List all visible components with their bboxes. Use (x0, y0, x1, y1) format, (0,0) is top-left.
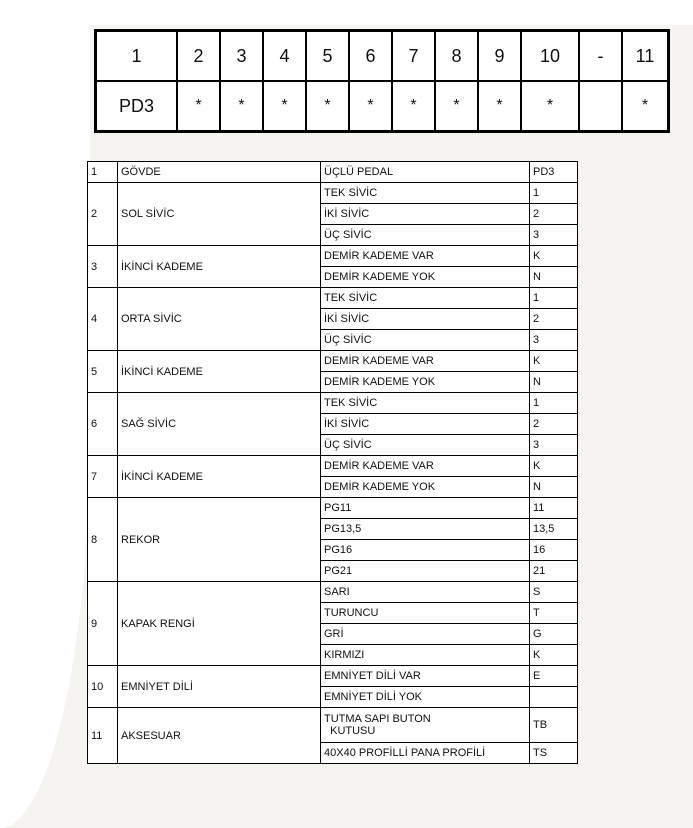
spec-row-number: 4 (88, 288, 118, 351)
spec-option-code: 2 (530, 204, 578, 225)
specification-table (87, 161, 578, 764)
spec-option-code: S (530, 582, 578, 603)
spec-option-label: TEK SİVİC (321, 183, 530, 204)
code-position-row (96, 31, 669, 82)
code-position-cell: 10 (521, 31, 579, 82)
spec-option-label: TURUNCU (321, 603, 530, 624)
spec-feature-name: REKOR (118, 498, 321, 582)
spec-feature-name: KAPAK RENGİ (118, 582, 321, 666)
spec-option-label: ÜÇ SİVİC (321, 435, 530, 456)
spec-row-number: 6 (88, 393, 118, 456)
code-value-cell: * (349, 81, 392, 132)
spec-option-code: N (530, 372, 578, 393)
spec-row-number: 10 (88, 666, 118, 708)
spec-option-code: 3 (530, 225, 578, 246)
spec-option-row (88, 456, 578, 477)
spec-option-label: TEK SİVİC (321, 288, 530, 309)
spec-feature-name: İKİNCİ KADEME (118, 246, 321, 288)
spec-option-code: 1 (530, 183, 578, 204)
spec-option-code: TS (530, 743, 578, 764)
spec-row-number: 2 (88, 183, 118, 246)
code-value-cell: * (435, 81, 478, 132)
spec-feature-name: AKSESUAR (118, 708, 321, 764)
spec-feature-name: SAĞ SİVİC (118, 393, 321, 456)
spec-option-code: K (530, 456, 578, 477)
spec-option-code: K (530, 246, 578, 267)
spec-option-code: 11 (530, 498, 578, 519)
code-value-row (96, 81, 669, 132)
spec-option-label: İKİ SİVİC (321, 309, 530, 330)
spec-option-label: PG21 (321, 561, 530, 582)
code-value-cell: * (521, 81, 579, 132)
spec-row-number: 3 (88, 246, 118, 288)
spec-option-code: E (530, 666, 578, 687)
spec-option-label: DEMİR KADEME YOK (321, 372, 530, 393)
spec-option-code: 13,5 (530, 519, 578, 540)
code-value-cell: * (220, 81, 263, 132)
spec-option-label: EMNİYET DİLİ VAR (321, 666, 530, 687)
spec-option-code: T (530, 603, 578, 624)
code-position-cell: - (579, 31, 622, 82)
code-value-cell: PD3 (96, 81, 178, 132)
spec-option-label: KIRMIZI (321, 645, 530, 666)
spec-option-code: PD3 (530, 162, 578, 183)
code-value-cell (579, 81, 622, 132)
spec-option-code: N (530, 477, 578, 498)
code-position-cell: 3 (220, 31, 263, 82)
spec-feature-name: EMNİYET DİLİ (118, 666, 321, 708)
spec-option-code: TB (530, 708, 578, 743)
spec-option-label: DEMİR KADEME VAR (321, 246, 530, 267)
spec-option-label: EMNİYET DİLİ YOK (321, 687, 530, 708)
spec-option-label: İKİ SİVİC (321, 204, 530, 225)
spec-option-label: TUTMA SAPI BUTON KUTUSU (321, 708, 530, 743)
code-position-cell: 4 (263, 31, 306, 82)
code-value-cell: * (177, 81, 220, 132)
spec-header-row (88, 162, 578, 183)
spec-option-label: GRİ (321, 624, 530, 645)
spec-option-code: K (530, 645, 578, 666)
spec-option-label: ÜÇ SİVİC (321, 330, 530, 351)
spec-option-label: DEMİR KADEME VAR (321, 456, 530, 477)
paper-top-margin (0, 0, 693, 25)
spec-option-row (88, 351, 578, 372)
spec-option-label: ÜÇ SİVİC (321, 225, 530, 246)
spec-option-code: G (530, 624, 578, 645)
spec-option-row (88, 582, 578, 603)
spec-option-label: TEK SİVİC (321, 393, 530, 414)
code-value-cell: * (478, 81, 521, 132)
spec-option-label: ÜÇLÜ PEDAL (321, 162, 530, 183)
code-position-cell: 9 (478, 31, 521, 82)
spec-option-label: PG11 (321, 498, 530, 519)
spec-option-row (88, 666, 578, 687)
code-position-cell: 7 (392, 31, 435, 82)
spec-option-code: 1 (530, 393, 578, 414)
spec-option-code: 1 (530, 288, 578, 309)
code-position-cell: 11 (622, 31, 669, 82)
spec-option-code: 3 (530, 435, 578, 456)
spec-option-label: SARI (321, 582, 530, 603)
code-value-cell: * (622, 81, 669, 132)
spec-row-number: 8 (88, 498, 118, 582)
spec-option-code: K (530, 351, 578, 372)
code-position-cell: 1 (96, 31, 178, 82)
spec-option-row (88, 288, 578, 309)
spec-feature-name: GÖVDE (118, 162, 321, 183)
spec-option-code (530, 687, 578, 708)
code-value-cell: * (263, 81, 306, 132)
code-position-cell: 2 (177, 31, 220, 82)
spec-option-row (88, 393, 578, 414)
spec-option-row (88, 183, 578, 204)
spec-option-row (88, 246, 578, 267)
spec-option-label: PG16 (321, 540, 530, 561)
spec-option-label: İKİ SİVİC (321, 414, 530, 435)
spec-feature-name: İKİNCİ KADEME (118, 351, 321, 393)
spec-option-code: 2 (530, 414, 578, 435)
code-position-cell: 6 (349, 31, 392, 82)
spec-option-code: 3 (530, 330, 578, 351)
spec-option-code: 2 (530, 309, 578, 330)
order-code-table (94, 29, 670, 133)
spec-feature-name: ORTA SİVİC (118, 288, 321, 351)
spec-option-label: 40X40 PROFİLLİ PANA PROFİLİ (321, 743, 530, 764)
spec-option-code: 16 (530, 540, 578, 561)
specification-table-body (88, 162, 578, 764)
spec-feature-name: SOL SİVİC (118, 183, 321, 246)
spec-option-code: N (530, 267, 578, 288)
code-value-cell: * (392, 81, 435, 132)
spec-row-number: 1 (88, 162, 118, 183)
spec-option-code: 21 (530, 561, 578, 582)
code-position-cell: 8 (435, 31, 478, 82)
spec-option-row (88, 498, 578, 519)
spec-option-label: PG13,5 (321, 519, 530, 540)
spec-feature-name: İKİNCİ KADEME (118, 456, 321, 498)
spec-row-number: 5 (88, 351, 118, 393)
spec-option-label: DEMİR KADEME YOK (321, 477, 530, 498)
code-value-cell: * (306, 81, 349, 132)
spec-option-label: DEMİR KADEME VAR (321, 351, 530, 372)
spec-option-label: DEMİR KADEME YOK (321, 267, 530, 288)
spec-row-number: 7 (88, 456, 118, 498)
spec-row-number: 11 (88, 708, 118, 764)
spec-option-row (88, 708, 578, 743)
spec-row-number: 9 (88, 582, 118, 666)
code-position-cell: 5 (306, 31, 349, 82)
